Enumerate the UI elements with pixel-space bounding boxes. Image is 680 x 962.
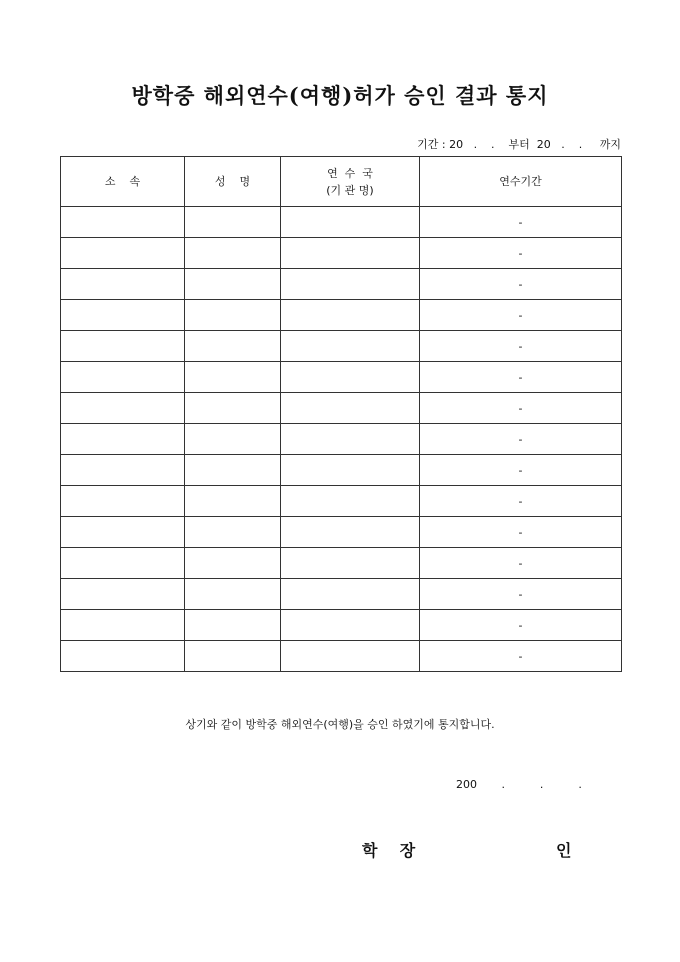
cell-affiliation xyxy=(61,641,185,672)
header-training-period: 연수기간 xyxy=(420,157,622,207)
cell-affiliation xyxy=(61,548,185,579)
cell-country-institution xyxy=(281,486,420,517)
cell-name xyxy=(185,269,281,300)
table-row xyxy=(61,269,622,300)
cell-country-institution xyxy=(281,362,420,393)
cell-affiliation xyxy=(61,331,185,362)
cell-country-institution xyxy=(281,238,420,269)
cell-training-period: - xyxy=(420,548,622,579)
seal-mark: 인 xyxy=(556,841,572,860)
cell-name xyxy=(185,424,281,455)
header-country-institution: 연 수 국 (기 관 명) xyxy=(281,157,420,207)
cell-country-institution xyxy=(281,207,420,238)
cell-affiliation xyxy=(61,455,185,486)
table-row xyxy=(61,486,622,517)
cell-training-period: - xyxy=(420,610,622,641)
cell-country-institution xyxy=(281,269,420,300)
cell-country-institution xyxy=(281,610,420,641)
cell-country-institution xyxy=(281,455,420,486)
cell-training-period: - xyxy=(420,269,622,300)
table-row xyxy=(61,238,622,269)
table-row xyxy=(61,517,622,548)
table-row xyxy=(61,641,622,672)
table-row xyxy=(61,424,622,455)
table-body xyxy=(61,207,622,672)
principal-signature: 학 장 xyxy=(362,841,416,860)
cell-affiliation xyxy=(61,362,185,393)
cell-training-period: - xyxy=(420,207,622,238)
document-title: 방학중 해외연수(여행)허가 승인 결과 통지 xyxy=(131,83,549,108)
table-row xyxy=(61,455,622,486)
table-row xyxy=(61,548,622,579)
cell-training-period: - xyxy=(420,300,622,331)
cell-affiliation xyxy=(61,579,185,610)
header-affiliation: 소 속 xyxy=(61,157,185,207)
table-row xyxy=(61,610,622,641)
applicant-table xyxy=(60,156,622,672)
cell-affiliation xyxy=(61,424,185,455)
cell-name xyxy=(185,641,281,672)
cell-training-period: - xyxy=(420,517,622,548)
table-header-row xyxy=(61,157,622,207)
cell-name xyxy=(185,486,281,517)
cell-name xyxy=(185,455,281,486)
cell-name xyxy=(185,300,281,331)
cell-training-period: - xyxy=(420,424,622,455)
cell-training-period: - xyxy=(420,641,622,672)
cell-training-period: - xyxy=(420,393,622,424)
cell-country-institution xyxy=(281,517,420,548)
cell-affiliation xyxy=(61,486,185,517)
header-name: 성 명 xyxy=(185,157,281,207)
period-line: 기간 : 20 . . 부터 20 . . 까지 xyxy=(417,138,621,151)
cell-name xyxy=(185,517,281,548)
cell-affiliation xyxy=(61,207,185,238)
table-row xyxy=(61,362,622,393)
cell-name xyxy=(185,579,281,610)
cell-country-institution xyxy=(281,424,420,455)
cell-country-institution xyxy=(281,331,420,362)
cell-name xyxy=(185,610,281,641)
cell-affiliation xyxy=(61,269,185,300)
cell-affiliation xyxy=(61,238,185,269)
cell-country-institution xyxy=(281,641,420,672)
cell-country-institution xyxy=(281,548,420,579)
cell-affiliation xyxy=(61,300,185,331)
cell-name xyxy=(185,393,281,424)
cell-training-period: - xyxy=(420,455,622,486)
cell-affiliation xyxy=(61,393,185,424)
table-row xyxy=(61,207,622,238)
cell-name xyxy=(185,548,281,579)
cell-country-institution xyxy=(281,300,420,331)
date-line: 200 . . . xyxy=(456,778,582,791)
cell-country-institution xyxy=(281,579,420,610)
cell-country-institution xyxy=(281,393,420,424)
table-row xyxy=(61,331,622,362)
cell-affiliation xyxy=(61,517,185,548)
cell-name xyxy=(185,331,281,362)
cell-name xyxy=(185,362,281,393)
cell-training-period: - xyxy=(420,486,622,517)
cell-name xyxy=(185,207,281,238)
table-row xyxy=(61,393,622,424)
cell-training-period: - xyxy=(420,331,622,362)
cell-training-period: - xyxy=(420,362,622,393)
cell-name xyxy=(185,238,281,269)
cell-training-period: - xyxy=(420,579,622,610)
table-row xyxy=(61,579,622,610)
cell-training-period: - xyxy=(420,238,622,269)
cell-affiliation xyxy=(61,610,185,641)
table-row xyxy=(61,300,622,331)
notice-text: 상기와 같이 방학중 해외연수(여행)을 승인 하였기에 통지합니다. xyxy=(185,718,495,731)
